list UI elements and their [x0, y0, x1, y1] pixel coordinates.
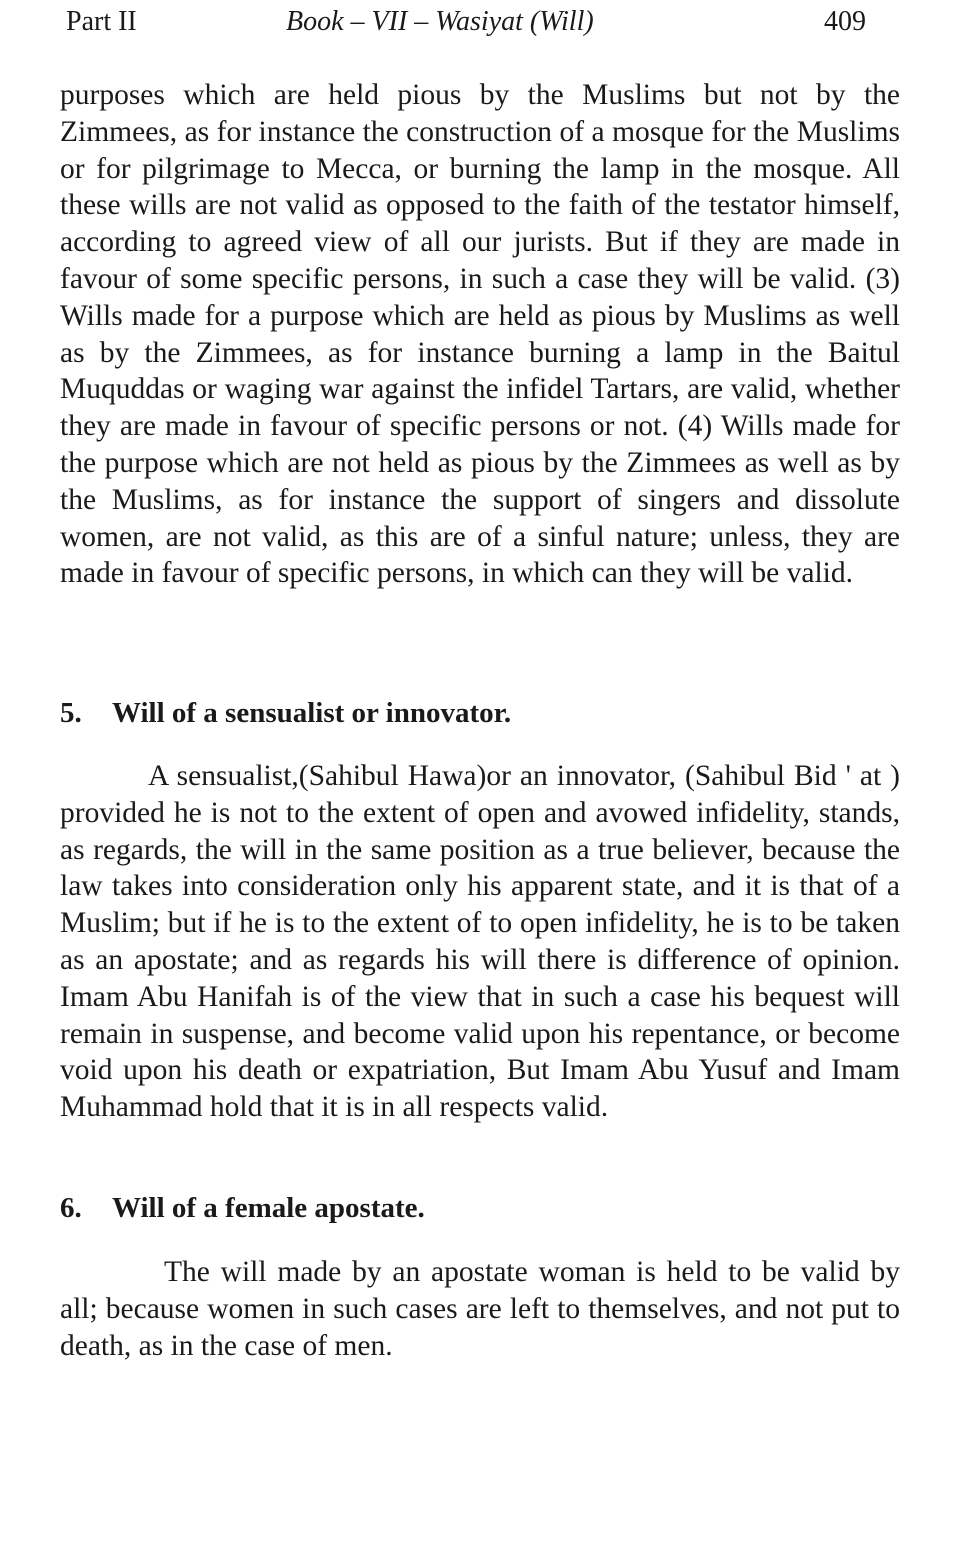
section-heading-5	[60, 695, 900, 731]
section-title: Will of a sensualist or innovator.	[112, 697, 512, 729]
paragraph-sensualist: A sensualist,(Sahibul Hawa)or an innovator, (Sahibul Bid ' at ) provided he is not to the extent of open and avowed infidelity, stands, as regards, the will in the same position as a true believer, because the law takes into consideration only his apparent state, and it is that of a Muslim; but if he is to the extent of to open infidelity, he is to be taken as an apostate; and as regards his will there is difference of opinion. Imam Abu Hanifah is of the view that in such a case his bequest will remain in suspense, and become valid upon his repentance, or become void upon his death or expatriation, But Imam Abu Yusuf and Imam Muhammad hold that it is in all respects valid.	[60, 760, 900, 1124]
section-title: Will of a female apostate.	[112, 1192, 425, 1224]
page-number: 409	[824, 6, 866, 37]
section-number: 6.	[60, 1192, 82, 1224]
part-label: Part II	[66, 6, 137, 37]
paragraph-continuation: purposes which are held pious by the Muslims but not by the Zimmees, as for instance the construction of a mosque for the Muslims or for pilgrimage to Mecca, or burning the lamp in the mosque. All these wills are not valid as opposed to the faith of the testator himself, according to agreed view of all our jurists. But if they are made in favour of some specific persons, in such a case they will be valid. (3) Wills made for a purpose which are held as pious by Muslims as well as by the Zimmees, as for instance burning a lamp in the Baitul Muquddas or waging war against the infidel Tartars, are valid, whether they are made in favour of specific persons or not. (4) Wills made for the purpose which are not held as pious by the Zimmees as well as by the Muslims, as for instance the support of singers and dissolute women, are not valid, as this are of a sinful nature; unless, they are made in favour of specific persons, in which can they will be valid.	[60, 79, 900, 590]
paragraph-female-apostate: The will made by an apostate woman is held to be valid by all; because women in such cases are left to themselves, and not put to death, as in the case of men.	[60, 1256, 900, 1362]
section-heading-6	[60, 1190, 900, 1226]
running-header	[66, 2, 866, 42]
book-title: Book – VII – Wasiyat (Will)	[286, 6, 594, 37]
section-number: 5.	[60, 697, 82, 729]
